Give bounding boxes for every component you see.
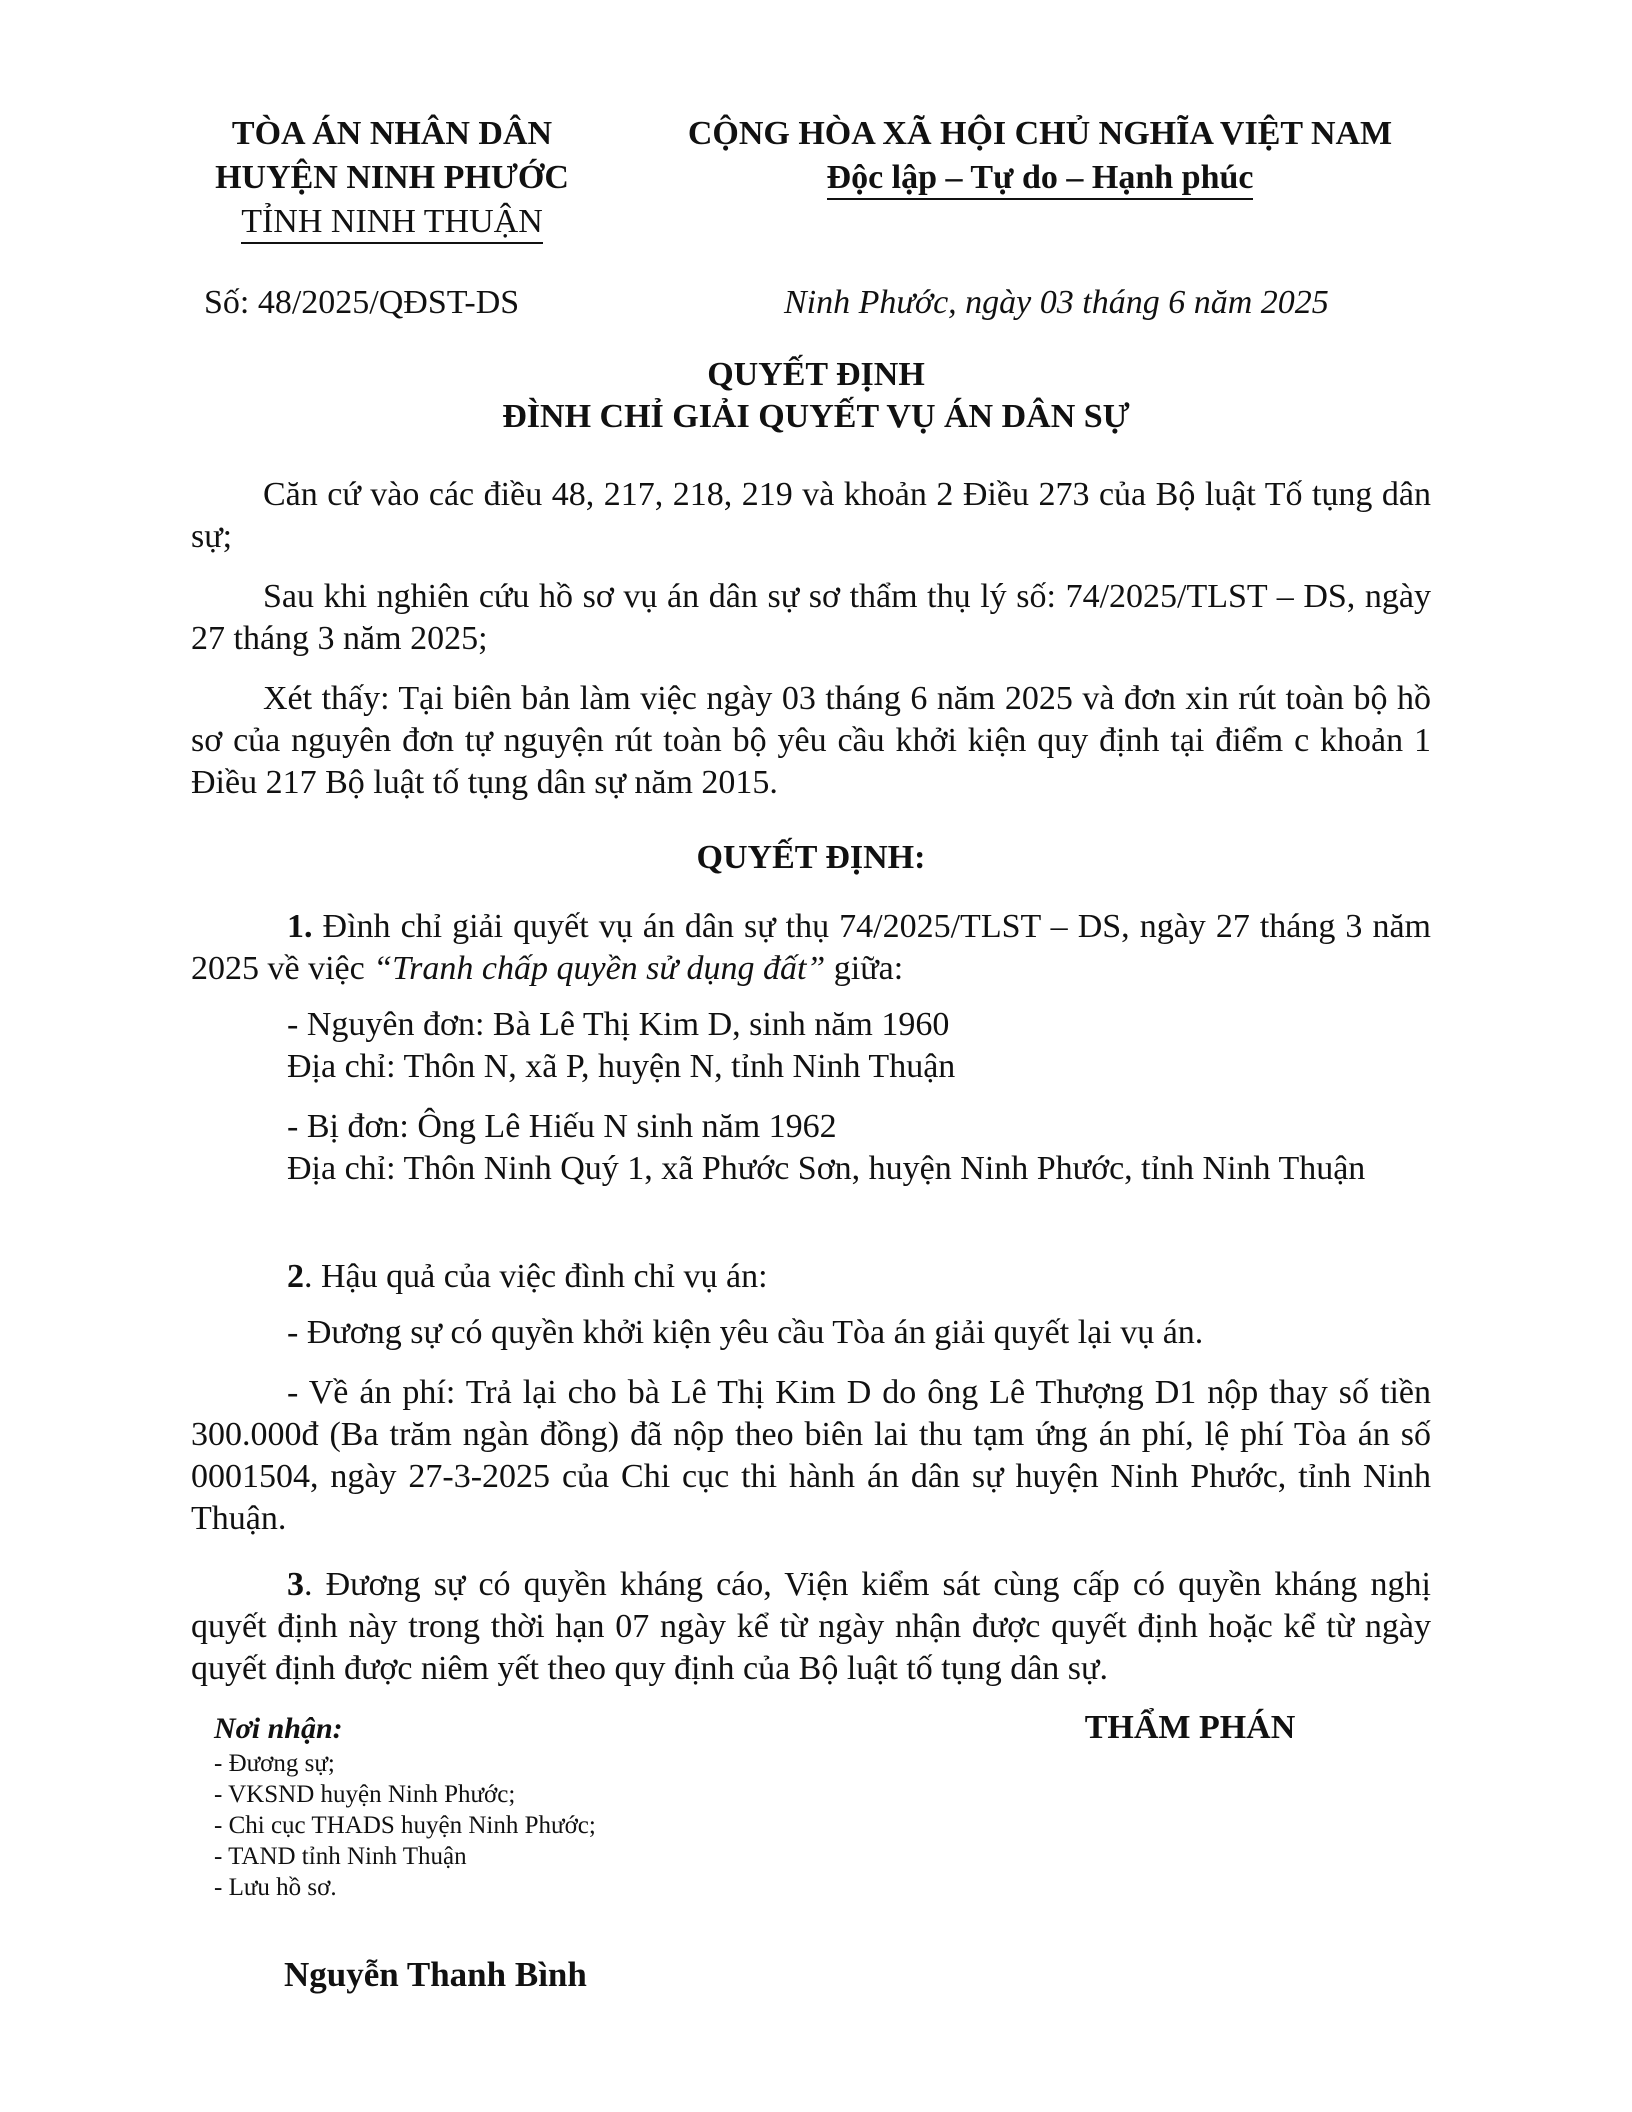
recipients-block xyxy=(214,1710,854,1903)
recipient-item: - Chi cục THADS huyện Ninh Phước; xyxy=(214,1812,596,1839)
recipients-heading: Nơi nhận: xyxy=(214,1712,343,1745)
court-line-1: TÒA ÁN NHÂN DÂN xyxy=(231,115,553,152)
signer-name: Nguyễn Thanh Bình xyxy=(284,1955,587,1994)
nation-line-2 xyxy=(600,156,1480,200)
document-number: Số: 48/2025/QĐST-DS xyxy=(204,284,520,321)
plaintiff-address: Địa chỉ: Thôn N, xã P, huyện N, tỉnh Ninh Thuận xyxy=(287,1048,956,1085)
nation-line-2-text: Độc lập – Tự do – Hạnh phúc xyxy=(827,159,1254,200)
item-3-number: 3 xyxy=(287,1566,304,1603)
recipient-item: - VKSND huyện Ninh Phước; xyxy=(214,1781,516,1808)
item-2-number: 2 xyxy=(287,1258,304,1295)
item-2-right-to-sue: - Đương sự có quyền khởi kiện yêu cầu Tòa án giải quyết lại vụ án. xyxy=(287,1314,1204,1351)
item-1-text-a: Đình chỉ giải quyết vụ án dân sự thụ 74/2025/TLST – DS, ngày 27 tháng 3 năm 2025 về việc xyxy=(191,908,1431,987)
decision-heading: QUYẾT ĐỊNH: xyxy=(696,839,926,876)
decision-item-2 xyxy=(191,1256,1431,1540)
preamble-basis: Căn cứ vào các điều 48, 217, 218, 219 và khoản 2 Điều 273 của Bộ luật Tố tụng dân sự; xyxy=(191,476,1431,555)
item-1-text-b: giữa: xyxy=(825,950,904,987)
recipient-item: - Lưu hồ sơ. xyxy=(214,1874,337,1901)
item-3-text: . Đương sự có quyền kháng cáo, Viện kiểm sát cùng cấp có quyền kháng nghị quyết định này trong thời hạn 07 ngày kể từ ngày nhận được quyết định hoặc kể từ ngày quyết định được niêm yết theo quy định của Bộ luật tố tụng dân sự. xyxy=(191,1566,1431,1687)
place-date: Ninh Phước, ngày 03 tháng 6 năm 2025 xyxy=(784,284,1329,321)
item-1-case-type: “Tranh chấp quyền sử dụng đất” xyxy=(373,950,826,987)
preamble-review: Sau khi nghiên cứu hồ sơ vụ án dân sự sơ thẩm thụ lý số: 74/2025/TLST – DS, ngày 27 tháng 3 năm 2025; xyxy=(191,578,1431,657)
signer-title: THẨM PHÁN xyxy=(1084,1709,1296,1746)
defendant-address: Địa chỉ: Thôn Ninh Quý 1, xã Phước Sơn, huyện Ninh Phước, tỉnh Ninh Thuận xyxy=(287,1150,1366,1187)
court-name-block xyxy=(182,112,602,244)
court-line-3 xyxy=(182,200,602,244)
court-line-2: HUYỆN NINH PHƯỚC xyxy=(215,159,569,196)
item-3-paragraph xyxy=(191,1564,1431,1690)
preamble-findings: Xét thấy: Tại biên bản làm việc ngày 03 tháng 6 năm 2025 và đơn xin rút toàn bộ hồ sơ của nguyên đơn tự nguyện rút toàn bộ yêu cầu khởi kiện quy định tại điểm c khoản 1 Điều 217 Bộ luật tố tụng dân sự năm 2015. xyxy=(191,680,1431,801)
decision-item-1 xyxy=(191,906,1431,1190)
national-motto-block xyxy=(600,112,1480,200)
decision-item-3 xyxy=(191,1564,1431,1690)
court-line-3-text: TỈNH NINH THUẬN xyxy=(241,203,543,244)
title-line-1: QUYẾT ĐỊNH xyxy=(707,356,925,393)
item-1-number: 1. xyxy=(287,908,313,945)
item-2-heading xyxy=(191,1256,1431,1298)
title-line-2: ĐÌNH CHỈ GIẢI QUYẾT VỤ ÁN DÂN SỰ xyxy=(502,398,1130,435)
item-2-court-fee: - Về án phí: Trả lại cho bà Lê Thị Kim D do ông Lê Thượng D1 nộp thay số tiền 300.000đ (Ba trăm ngàn đồng) đã nộp theo biên lai thu tạm ứng án phí, lệ phí Tòa án số 0001504, ngày 27-3-2025 của Chi cục thi hành án dân sự huyện Ninh Phước, tỉnh Ninh Thuận. xyxy=(191,1374,1431,1537)
preamble xyxy=(191,474,1431,804)
recipient-item: - TAND tỉnh Ninh Thuận xyxy=(214,1843,467,1870)
item-1-paragraph xyxy=(191,906,1431,990)
recipient-item: - Đương sự; xyxy=(214,1750,335,1777)
defendant: - Bị đơn: Ông Lê Hiếu N sinh năm 1962 xyxy=(287,1108,837,1145)
plaintiff: - Nguyên đơn: Bà Lê Thị Kim D, sinh năm 1960 xyxy=(287,1006,950,1043)
item-2-text: . Hậu quả của việc đình chỉ vụ án: xyxy=(304,1258,768,1295)
nation-line-1: CỘNG HÒA XÃ HỘI CHỦ NGHĨA VIỆT NAM xyxy=(687,115,1393,152)
document-title xyxy=(191,354,1441,438)
